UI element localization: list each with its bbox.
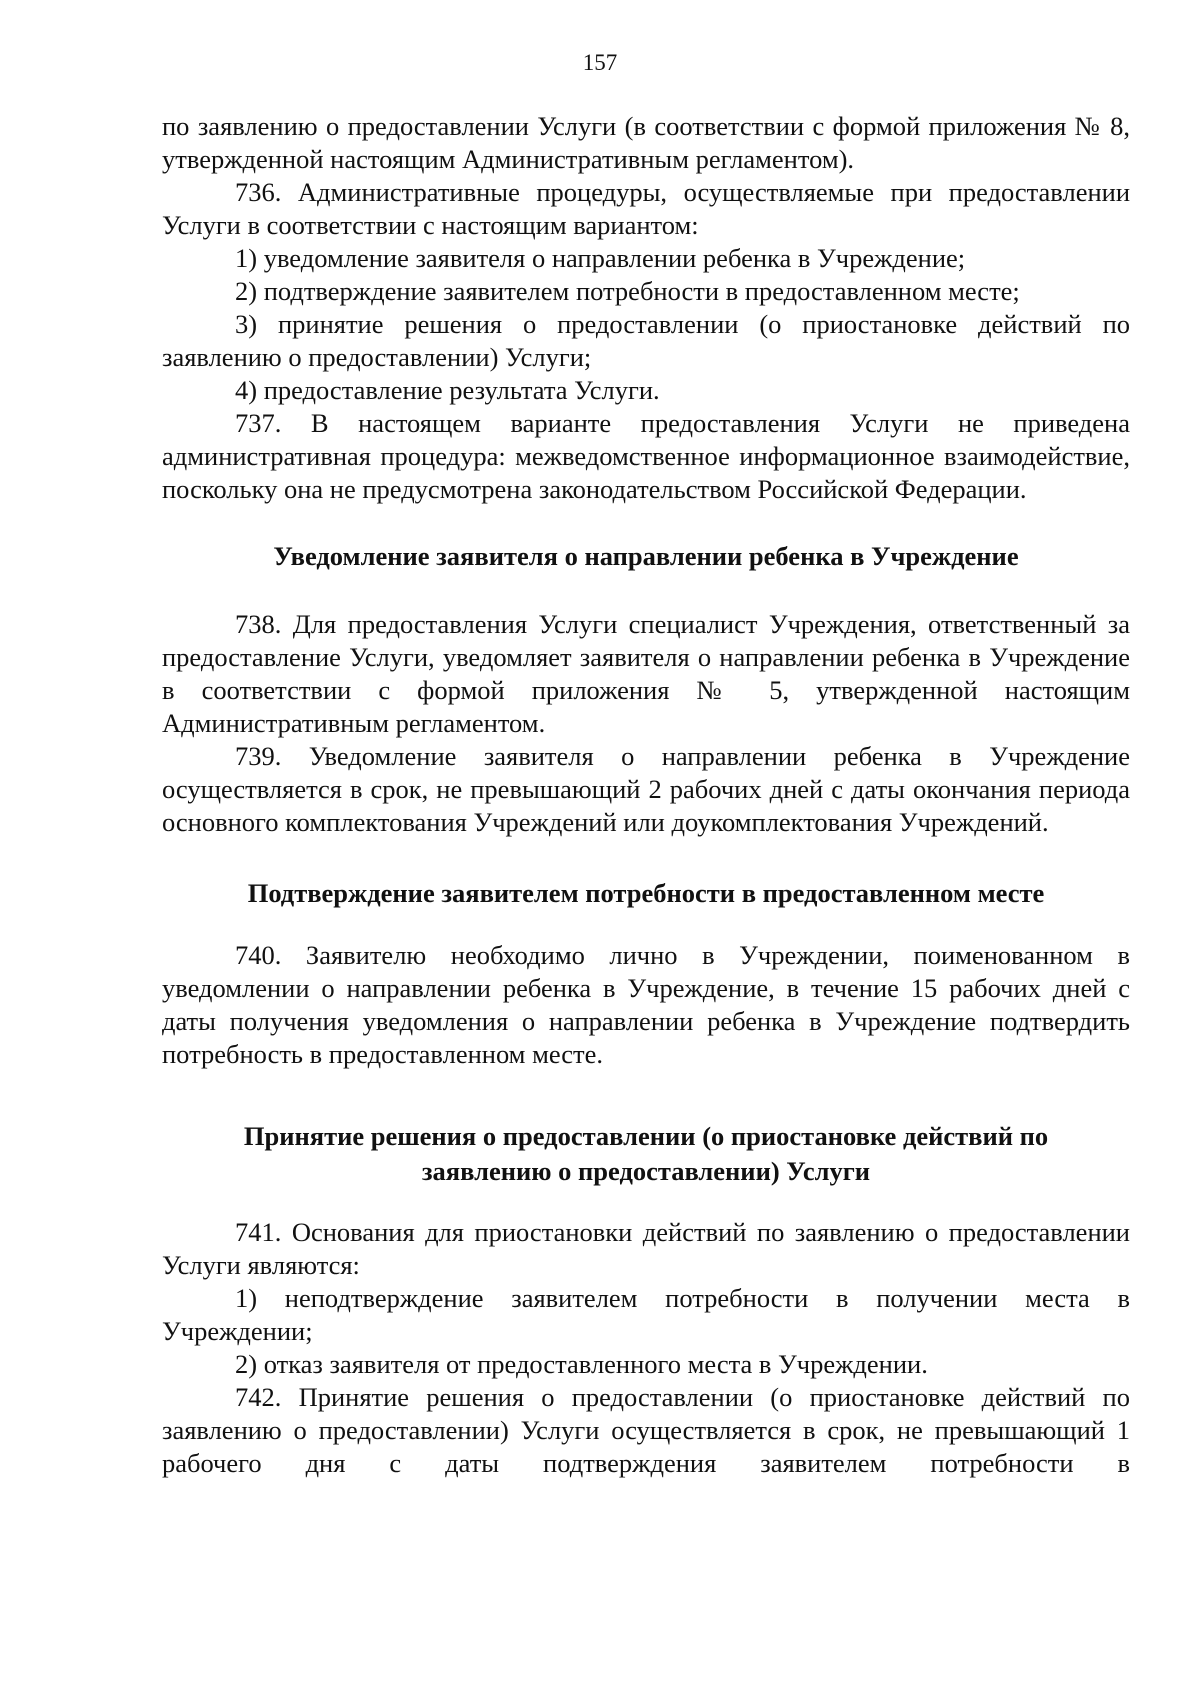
paragraph-742: 742. Принятие решения о предоставлении (о приостановке действий по заявлению о предоставлении) Услуги осуществляется в срок, не превышающий 1 рабочего дня с даты подтверждения заявителем потребности в <box>162 1382 1130 1478</box>
section-heading-confirmation: Подтверждение заявителем потребности в предоставленном месте <box>247 878 1045 908</box>
list-item-736-4: 4) предоставление результата Услуги. <box>235 375 660 405</box>
list-item-741-2: 2) отказ заявителя от предоставленного места в Учреждении. <box>235 1349 928 1379</box>
section-heading-decision <box>162 1119 1130 1189</box>
paragraph-741: 741. Основания для приостановки действий по заявлению о предоставлении Услуги являются: <box>162 1217 1130 1280</box>
document-body <box>162 110 1130 1480</box>
paragraph-739: 739. Уведомление заявителя о направлении ребенка в Учреждение осуществляется в срок, не превышающий 2 рабочих дней с даты окончания периода основного комплектования Учреждений или доукомплектования Учреждений. <box>162 741 1130 837</box>
section-heading-decision-line-2: заявлению о предоставлении) Услуги <box>421 1156 871 1186</box>
paragraph-737: 737. В настоящем варианте предоставления Услуги не приведена административная процедура: межведомственное информационное взаимодействие, поскольку она не предусмотрена законодательством Российской Федерации. <box>162 408 1130 504</box>
paragraph-736: 736. Административные процедуры, осуществляемые при предоставлении Услуги в соответствии с настоящим вариантом: <box>162 177 1130 240</box>
paragraph-continuation: по заявлению о предоставлении Услуги (в соответствии с формой приложения № 8, утвержденной настоящим Административным регламентом). <box>162 111 1130 174</box>
list-item-736-2: 2) подтверждение заявителем потребности в предоставленном месте; <box>235 276 1020 306</box>
section-heading-notification: Уведомление заявителя о направлении ребенка в Учреждение <box>273 541 1019 571</box>
list-item-736-1: 1) уведомление заявителя о направлении ребенка в Учреждение; <box>235 243 966 273</box>
page-number: 157 <box>582 50 618 75</box>
list-item-741-1: 1) неподтверждение заявителем потребности в получении места в Учреждении; <box>162 1283 1130 1346</box>
paragraph-740: 740. Заявителю необходимо лично в Учреждении, поименованном в уведомлении о направлении ребенка в Учреждение, в течение 15 рабочих дней с даты получения уведомления о направлении ребенка в Учреждение подтвердить потребность в предоставленном месте. <box>162 940 1130 1069</box>
section-heading-decision-line-1: Принятие решения о предоставлении (о приостановке действий по <box>243 1121 1049 1151</box>
list-item-736-3: 3) принятие решения о предоставлении (о приостановке действий по заявлению о предоставлении) Услуги; <box>162 309 1130 372</box>
paragraph-738: 738. Для предоставления Услуги специалист Учреждения, ответственный за предоставление Услуги, уведомляет заявителя о направлении ребенка в Учреждение в соответствии с формой приложения № 5, утвержденной настоящим Административным регламентом. <box>162 609 1130 738</box>
